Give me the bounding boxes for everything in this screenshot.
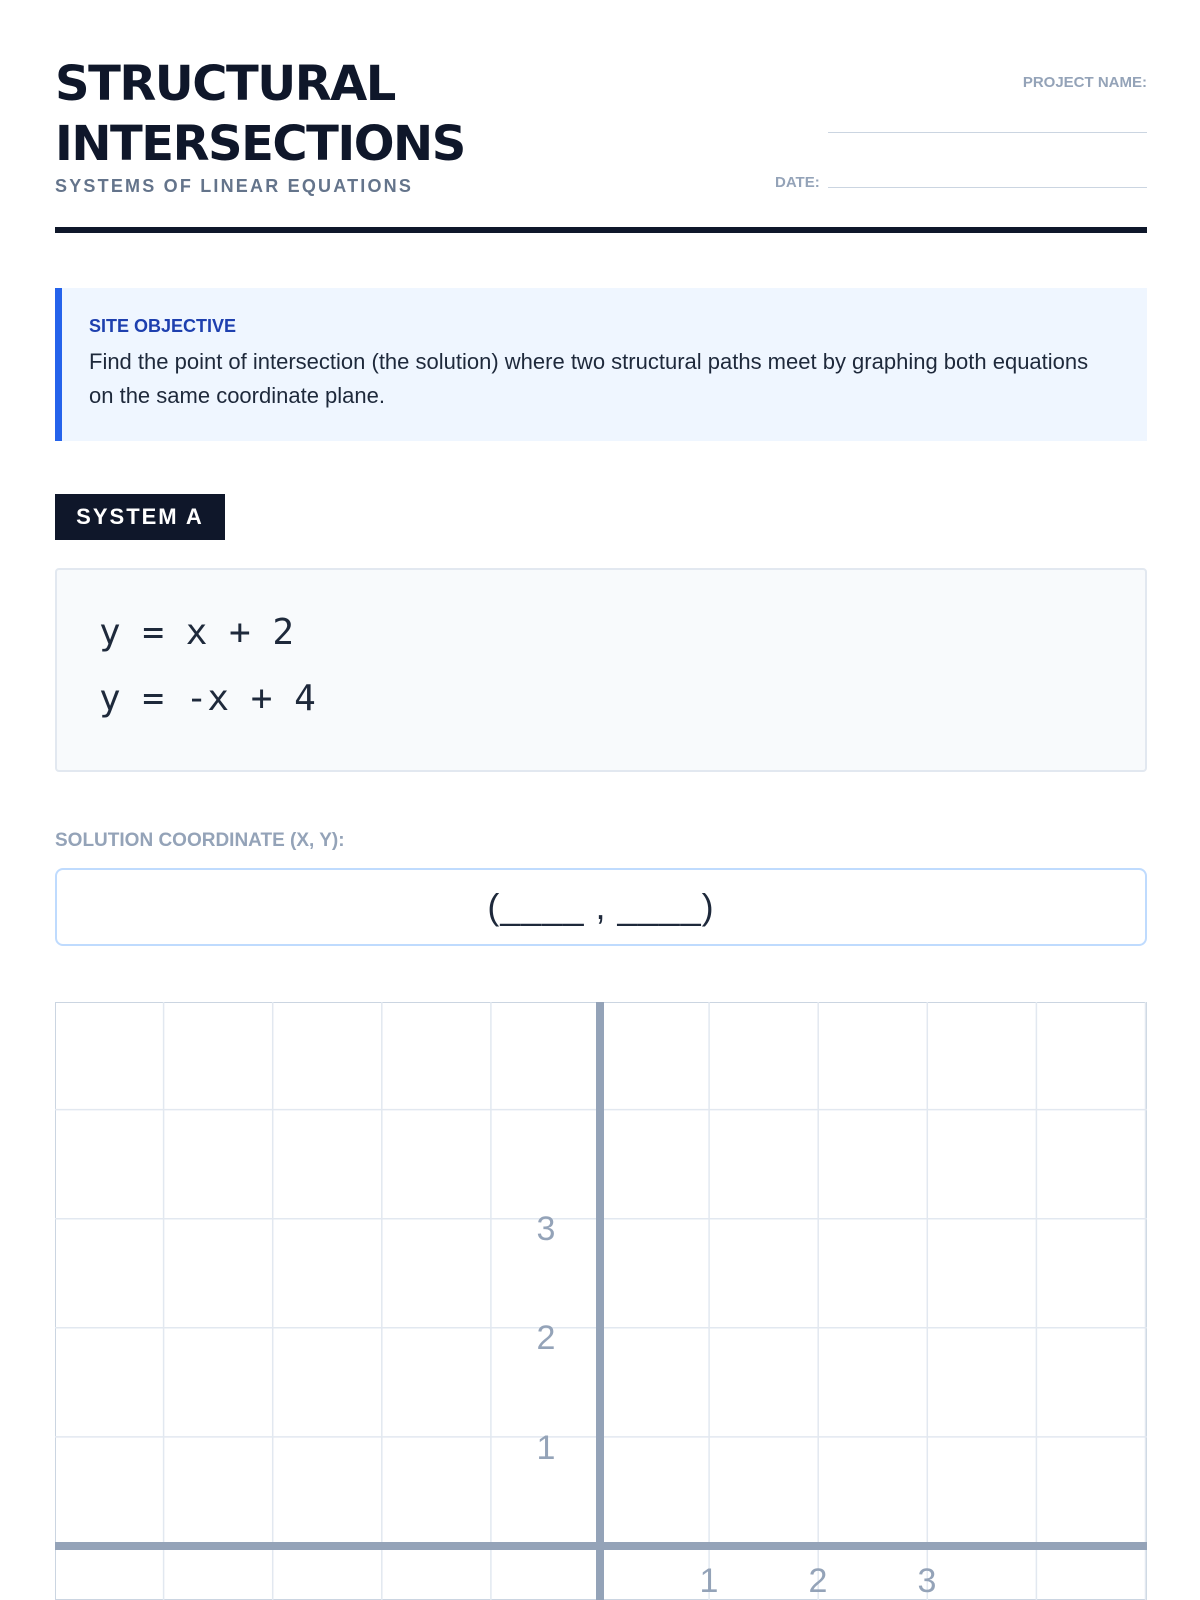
- project-name-field[interactable]: [828, 132, 1147, 133]
- date-label: DATE:: [775, 174, 820, 191]
- header-divider: [55, 227, 1147, 233]
- coordinate-plane[interactable]: [55, 1002, 1147, 1600]
- system-tag: SYSTEM A: [55, 494, 225, 540]
- page-subtitle: SYSTEMS OF LINEAR EQUATIONS: [55, 176, 414, 196]
- objective-text: Find the point of intersection (the solution) where two structural paths meet by graphing both equations on the same coordinate plane.: [89, 349, 1089, 408]
- solution-placeholder: (____ , ____): [487, 886, 715, 927]
- title-line-1: STRUCTURAL: [55, 56, 395, 112]
- equation-box: [55, 568, 1147, 772]
- x-tick-label-1: 1: [699, 1562, 719, 1600]
- y-tick-label-2: 2: [536, 1319, 556, 1357]
- objective-title: SITE OBJECTIVE: [89, 316, 237, 336]
- coordinate-grid[interactable]: [55, 1002, 1147, 1600]
- date-field[interactable]: [828, 187, 1147, 188]
- y-tick-label-3: 3: [536, 1210, 556, 1248]
- solution-label: SOLUTION COORDINATE (X, Y):: [55, 830, 345, 851]
- title-line-2: INTERSECTIONS: [55, 116, 465, 172]
- equation-2: y = -x + 4: [99, 678, 316, 719]
- y-tick-label-1: 1: [536, 1429, 556, 1467]
- solution-input[interactable]: [55, 868, 1147, 946]
- page-title: [55, 54, 465, 174]
- objective-callout: [55, 288, 1147, 441]
- x-tick-label-3: 3: [917, 1562, 937, 1600]
- x-tick-label-2: 2: [808, 1562, 828, 1600]
- project-name-label: PROJECT NAME:: [1022, 74, 1147, 91]
- equation-1: y = x + 2: [99, 612, 295, 653]
